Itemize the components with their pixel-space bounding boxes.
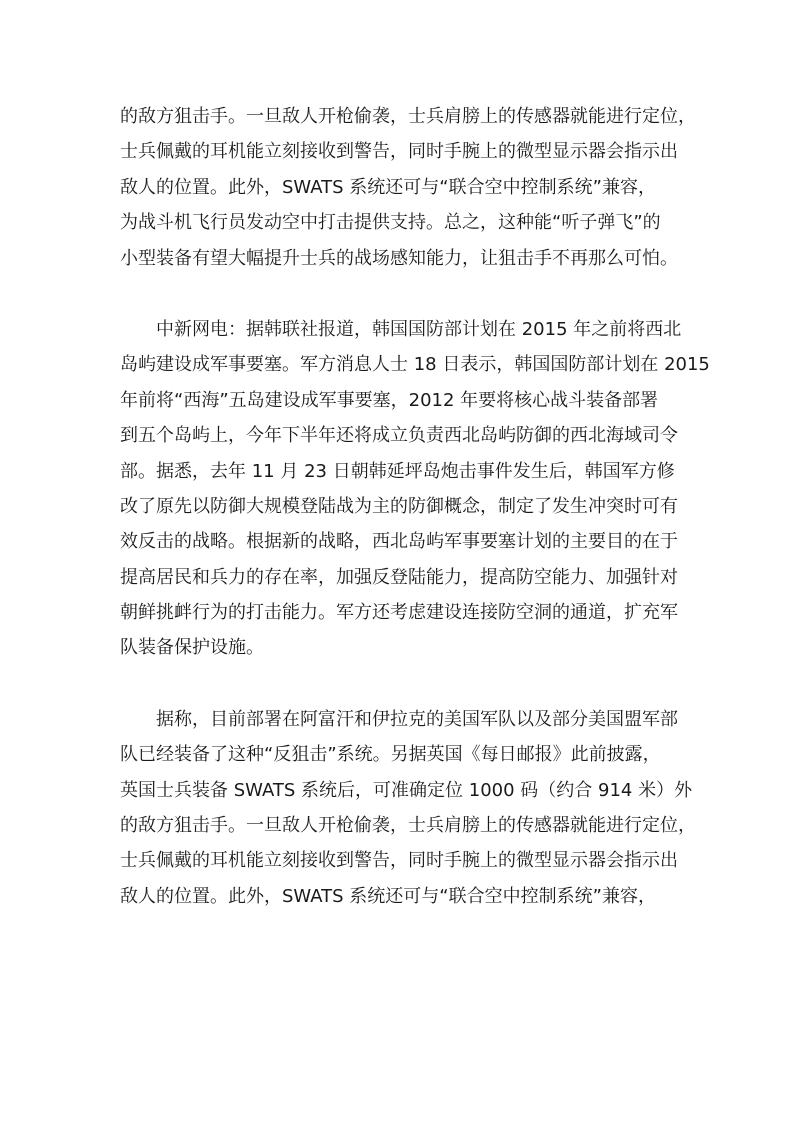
text-line: 士兵佩戴的耳机能立刻接收到警告，同时手腕上的微型显示器会指示出 — [120, 850, 678, 872]
text-line: 部。据悉，去年 11 月 23 日朝韩延坪岛炮击事件发生后，韩国军方修 — [120, 460, 675, 482]
paragraph-1 — [120, 99, 696, 276]
text-line: 到五个岛屿上，今年下半年还将成立负责西北岛屿防御的西北海域司令 — [120, 425, 678, 447]
text-line: 为战斗机飞行员发动空中打击提供支持。总之，这种能“听子弹飞”的 — [120, 212, 661, 234]
text-line: 朝鲜挑衅行为的打击能力。军方还考虑建设连接防空洞的通道，扩充军 — [120, 602, 678, 624]
text-line: 中新网电：据韩联社报道，韩国国防部计划在 2015 年之前将西北 — [120, 318, 682, 340]
text-line: 年前将“西海”五岛建设成军事要塞，2012 年要将核心战斗装备部署 — [120, 389, 659, 411]
text-line: 队装备保护设施。 — [120, 637, 264, 659]
text-line: 的敌方狙击手。一旦敌人开枪偷袭，士兵肩膀上的传感器就能进行定位， — [120, 106, 696, 127]
text-line: 改了原先以防御大规模登陆战为主的防御概念，制定了发生冲突时可有 — [120, 495, 678, 517]
paragraph-spacer — [120, 666, 676, 702]
text-line: 敌人的位置。此外，SWATS 系统还可与“联合空中控制系统”兼容， — [120, 176, 656, 198]
text-line: 的敌方狙击手。一旦敌人开枪偷袭，士兵肩膀上的传感器就能进行定位， — [120, 815, 696, 837]
paragraph-2 — [120, 312, 710, 666]
text-line: 据称，目前部署在阿富汗和伊拉克的美国军队以及部分美国盟军部 — [120, 708, 678, 730]
text-line: 效反击的战略。根据新的战略，西北岛屿军事要塞计划的主要目的在于 — [120, 531, 678, 553]
text-line: 敌人的位置。此外，SWATS 系统还可与“联合空中控制系统”兼容， — [120, 885, 656, 907]
text-line: 小型装备有望大幅提升士兵的战场感知能力，让狙击手不再那么可怕。 — [120, 247, 678, 269]
paragraph-3 — [120, 702, 696, 914]
text-line: 岛屿建设成军事要塞。军方消息人士 18 日表示，韩国国防部计划在 2015 — [120, 354, 710, 376]
paragraph-spacer — [120, 276, 676, 312]
text-line: 提高居民和兵力的存在率，加强反登陆能力，提高防空能力、加强针对 — [120, 566, 678, 588]
text-line: 士兵佩戴的耳机能立刻接收到警告，同时手腕上的微型显示器会指示出 — [120, 141, 678, 163]
document-body — [120, 99, 710, 914]
text-line: 队已经装备了这种“反狙击”系统。另据英国《每日邮报》此前披露， — [120, 744, 661, 766]
text-line: 英国士兵装备 SWATS 系统后，可准确定位 1000 码（约合 914 米）外 — [120, 779, 693, 801]
